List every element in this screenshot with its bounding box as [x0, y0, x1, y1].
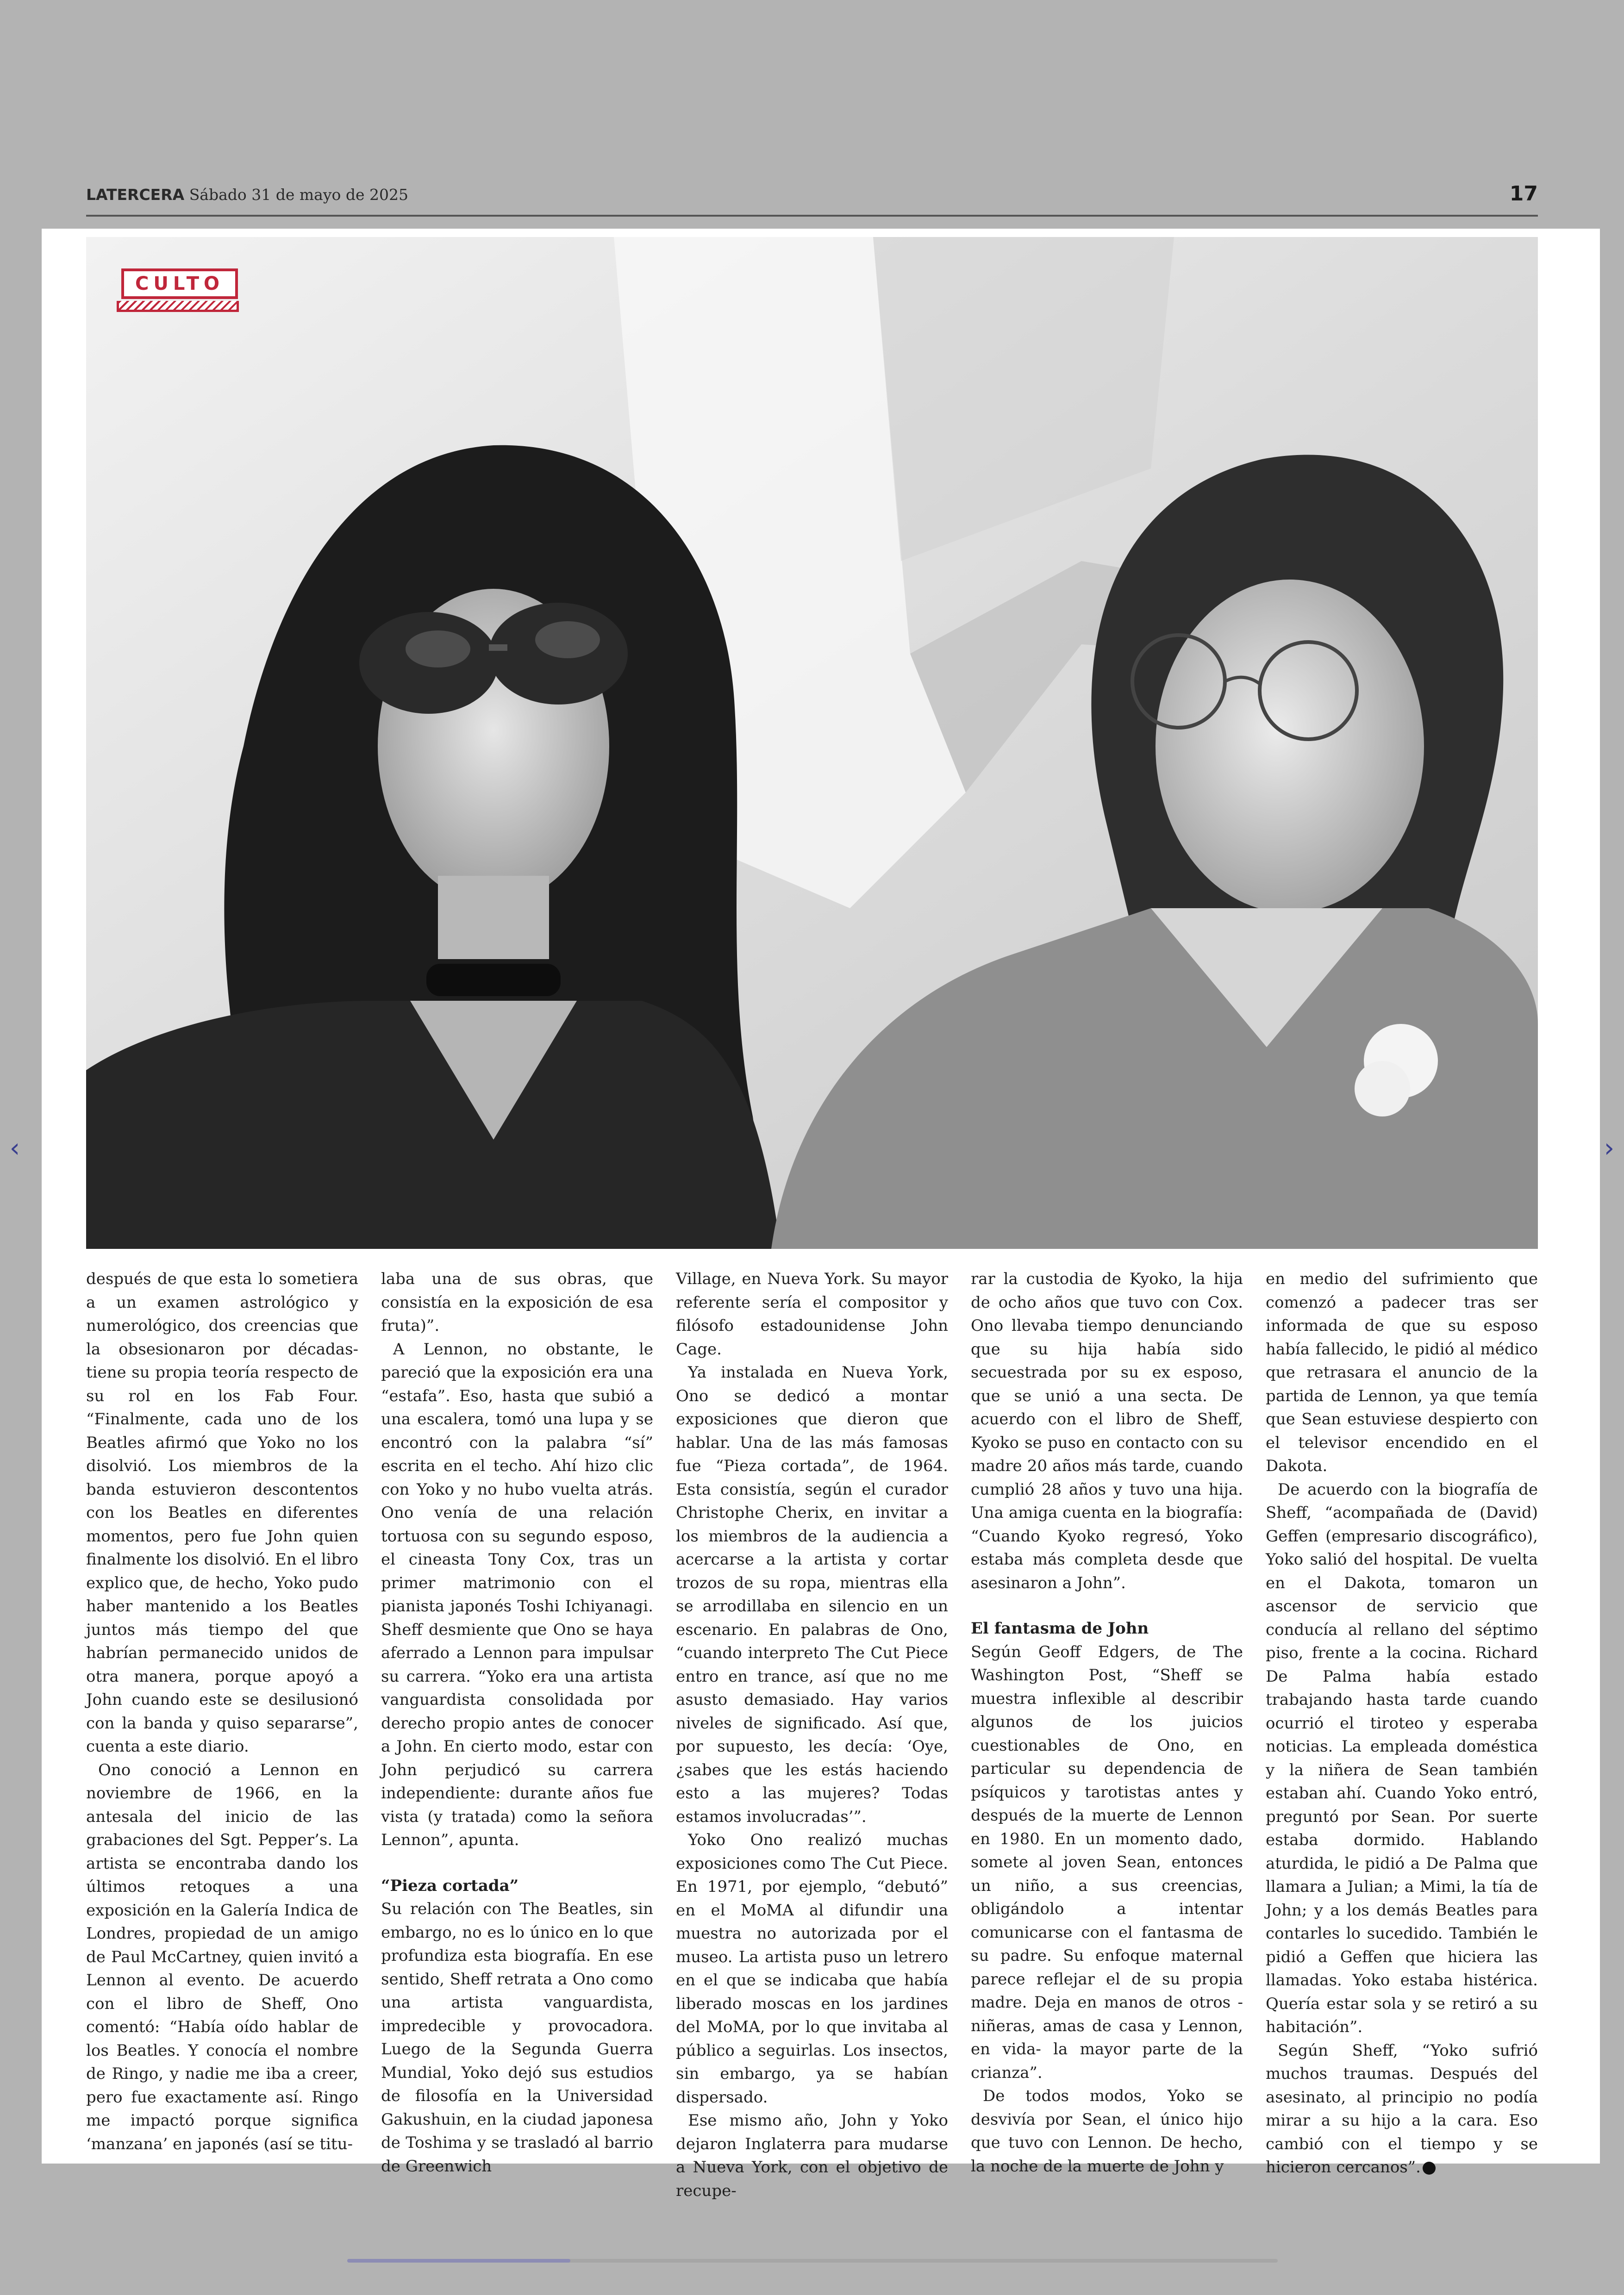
paragraph: Ese mismo año, John y Yoko dejaron Inglaterra para mudarse a Nueva York, con el objetivo de recupe-	[676, 2111, 948, 2200]
paragraph: Yoko Ono realizó muchas exposiciones como The Cut Piece. En 1971, por ejemplo, “debutó” en el MoMA al difundir una muestra no autorizada por el museo. La artista puso un letrero en el que se indicaba que había liberado moscas en los jardines del MoMA, por lo que invitaba al público a seguirlas. Los insectos, sin embargo, ya se habían dispersado.	[676, 1831, 948, 2107]
paragraph: De acuerdo con la biografía de Sheff, “acompañada de (David) Geffen (empresario discográfico), Yoko salió del hospital. De vuelta en el Dakota, tomaron un ascensor de servicio que conducía al rellano del séptimo piso, frente a la cocina. Richard De Palma había estado trabajando hasta tarde cuando ocurrió el tiroteo y esperaba noticias. La empleada doméstica y la niñera de Sean también estaban ahí. Cuando Yoko entró, preguntó por Sean. Por suerte estaba dormido. Hablando aturdida, le pidió a De Palma que llamara a Julian; a Mimi, la tía de John; y a los demás Beatles para contarles lo sucedido. También le pidió a Geffen que hiciera las llamadas. Yoko estaba histérica. Quería estar sola y se retiró a su habitación”.	[1266, 1480, 1538, 2036]
photo-illustration	[86, 237, 1538, 1249]
article-column	[381, 1267, 653, 2176]
article-column	[676, 1267, 948, 2200]
paragraph: De todos modos, Yoko se desvivía por Sean, el único hijo que tuvo con Lennon. De hecho, la noche de la muerte de John y	[971, 2087, 1243, 2176]
chevron-right-icon[interactable]: ›	[1604, 1133, 1615, 1163]
newspaper-page	[42, 229, 1600, 2200]
reading-progress-fill	[347, 2259, 570, 2263]
page-header	[86, 172, 1538, 217]
paragraph: Ya instalada en Nueva York, Ono se dedicó a montar exposiciones que dieron que hablar. Una de las más famosas fue “Pieza cortada”, de 1964. Esta consistía, según el curador Christophe Cherix, en invitar a los miembros de la audiencia a acercarse a la artista y cortar trozos de su ropa, mientras ella se arrodillaba en silencio en un escenario. En palabras de Ono, “cuando interpreto The Cut Piece entro en trance, así que no me asusto demasiado. Hay varios niveles de significado. Así que, por supuesto, les decía: ‘Oye, ¿sabes que les estás haciendo esto a las mujeres? Todas estamos involucradas’”.	[676, 1363, 948, 1826]
section-badge	[117, 268, 243, 315]
paragraph: en medio del sufrimiento que comenzó a padecer tras ser informada de que su esposo había fallecido, le pidió al médico que retrasara el anuncio de la partida de Lennon, ya que temía que Sean estuviese despierto con el televisor encendido en el Dakota.	[1266, 1270, 1538, 1475]
article-column	[971, 1267, 1243, 2176]
article-body	[86, 1267, 1538, 2200]
page-number: 17	[1509, 182, 1538, 206]
end-of-article-mark	[1423, 2162, 1436, 2175]
article-column	[1266, 1267, 1538, 2177]
paragraph: A Lennon, no obstante, le pareció que la exposición era una “estafa”. Eso, hasta que subió a una escalera, tomó una lupa y se encontró con la palabra “sí” escrita en el techo. Ahí hizo clic con Yoko y no hubo vuelta atrás. Ono venía de una relación tortuosa con su segundo esposo, el cineasta Tony Cox, tras un primer matrimonio con el pianista japonés Toshi Ichiyanagi. Sheff desmiente que Ono se haya aferrado a Lennon para impulsar su carrera. “Yoko era una artista vanguardista consolidada por derecho propio antes de conocer a John. En cierto modo, estar con John perjudicó su carrera independiente: durante años fue vista (y tratada) como la señora Lennon”, apunta.	[381, 1340, 653, 1849]
chevron-left-icon[interactable]: ‹	[9, 1133, 20, 1163]
article-column	[86, 1267, 358, 2153]
paragraph: Village, en Nueva York. Su mayor referente sería el compositor y filósofo estadounidense John Cage.	[676, 1270, 948, 1359]
masthead	[86, 186, 408, 204]
paragraph: después de que esta lo sometiera a un examen astrológico y numerológico, dos creencias que la obsesionaron por décadas- tiene su propia teoría respecto de su rol en los Fab Four. “Finalmente, cada uno de los Beatles afirmó que Yoko no los disolvió. Los miembros de la banda estuvieron descontentos con los Beatles en diferentes momentos, pero fue John quien finalmente los disolvió. En el libro explico que, de hecho, Yoko pudo haber mantenido a los Beatles juntos más tiempo del que habrían permanecido unidos de otra manera, porque apoyó a John cuando este se desilusionó con la banda y quiso separarse”, cuenta a este diario.	[86, 1270, 358, 1756]
subheading: El fantasma de John	[971, 1619, 1149, 1638]
paragraph: Ono conoció a Lennon en noviembre de 1966, en la antesala del inicio de las grabaciones del Sgt. Pepper’s. La artista se encontraba dando los últimos retoques a una exposición en la Galería Indica de Londres, propiedad de un amigo de Paul McCartney, quien invitó a Lennon al evento. De acuerdo con el libro de Sheff, Ono comentó: “Había oído hablar de los Beatles. Y conocía el nombre de Ringo, y nadie me iba a creer, pero fue exactamente así. Ringo me impactó porque significa ‘manzana’ en japonés (así se titu-	[86, 1760, 358, 2153]
paragraph: Según Sheff, “Yoko sufrió muchos traumas. Después del asesinato, al principio no podía mirar a su hijo a la cara. Eso cambió con el tiempo y se hicieron cercanos”.	[1266, 2041, 1538, 2177]
paragraph: Según Geoff Edgers, de The Washington Post, “Sheff se muestra inflexible al describir algunos de los juicios cuestionables de Ono, en particular su dependencia de psíquicos y tarotistas antes y después de la muerte de Lennon en 1980. En un momento dado, somete al joven Sean, entonces un niño, a sus creencias, obligándolo a intentar comunicarse con el fantasma de su padre. Su enfoque maternal parece reflejar el de su propia madre. Deja en manos de otros -niñeras, amas de casa y Lennon, en vida- la mayor parte de la crianza”.	[971, 1642, 1243, 2082]
subheading: “Pieza cortada”	[381, 1876, 519, 1895]
article-photo	[86, 237, 1538, 1249]
issue-date: Sábado 31 de mayo de 2025	[189, 186, 408, 204]
paragraph: rar la custodia de Kyoko, la hija de ocho años que tuvo con Cox. Ono llevaba tiempo denunciando que su hija había sido secuestrada por su ex esposo, que se unió a una secta. De acuerdo con el libro de Sheff, Kyoko se puso en contacto con su madre 20 años más tarde, cuando cumplió 28 años y tuvo una hija. Una amiga cuenta en la biografía: “Cuando Kyoko regresó, Yoko estaba más completa desde que asesinaron a John”.	[971, 1270, 1243, 1592]
paragraph: laba una de sus obras, que consistía en la exposición de esa fruta)”.	[381, 1270, 653, 1335]
reading-progress-bar[interactable]	[347, 2259, 1278, 2263]
badge-stripe-decoration	[117, 301, 239, 312]
section-badge-label: CULTO	[121, 268, 238, 299]
paragraph: Su relación con The Beatles, sin embargo, no es lo único en lo que profundiza esta biografía. En ese sentido, Sheff retrata a Ono como una artista vanguardista, impredecible y provocadora. Luego de la Segunda Guerra Mundial, Yoko dejó sus estudios de filosofía en la Universidad Gakushuin, en la ciudad japonesa de Toshima y se trasladó al barrio de Greenwich	[381, 1900, 653, 2176]
newspaper-brand: LATERCERA	[86, 186, 185, 204]
